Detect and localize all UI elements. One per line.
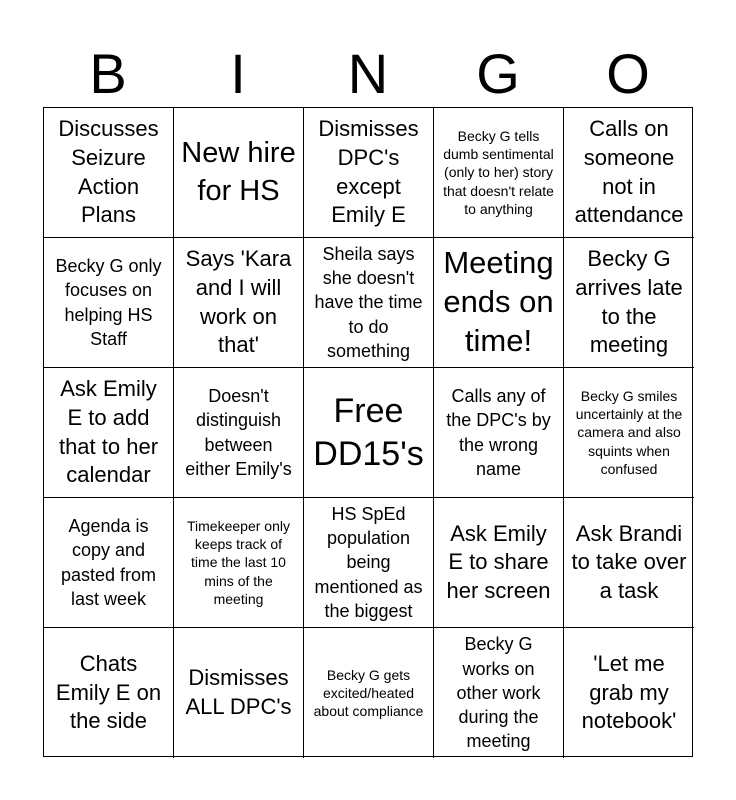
cell-text: Discusses Seizure Action Plans	[58, 116, 159, 228]
cell-text: Becky G gets excited/heated about compliance	[313, 666, 424, 720]
bingo-cell[interactable]	[174, 368, 304, 498]
bingo-cell[interactable]	[304, 628, 434, 758]
bingo-cell[interactable]	[564, 238, 694, 368]
bingo-cell[interactable]	[304, 498, 434, 628]
bingo-cell[interactable]	[434, 368, 564, 498]
cell-text: HS SpEd population being mentioned as the biggest	[314, 503, 423, 621]
cell-text: Ask Brandi to take over a task	[571, 520, 687, 603]
cell-text: Chats Emily E on the side	[55, 651, 162, 734]
bingo-cell[interactable]	[564, 108, 694, 238]
cell-text: Timekeeper only keeps track of time the last 10 mins of the meeting	[187, 518, 290, 607]
bingo-cell[interactable]	[434, 628, 564, 758]
cell-text: Sheila says she doesn't have the time to do something	[314, 243, 423, 361]
cell-text: Agenda is copy and pasted from last week	[60, 515, 157, 609]
cell-text: Meeting ends on time!	[443, 245, 554, 358]
cell-text: Calls any of the DPC's by the wrong name	[446, 385, 551, 479]
bingo-cell[interactable]	[174, 498, 304, 628]
cell-text: Dismisses DPC's except Emily E	[318, 116, 419, 228]
cell-text: Becky G tells dumb sentimental (only to her) story that doesn't relate to anything	[443, 128, 554, 217]
bingo-cell[interactable]	[304, 238, 434, 368]
bingo-cell[interactable]	[564, 628, 694, 758]
cell-text: Says 'Kara and I will work on that'	[185, 246, 292, 358]
cell-text: Ask Emily E to add that to her calendar	[58, 376, 159, 488]
bingo-cell[interactable]	[44, 108, 174, 238]
bingo-cell[interactable]	[44, 238, 174, 368]
bingo-cell[interactable]	[434, 498, 564, 628]
cell-text: Becky G works on other work during the meeting	[456, 634, 541, 752]
cell-text: New hire for HS	[181, 136, 296, 207]
cell-text: Becky G smiles uncertainly at the camera and also squints when confused	[575, 388, 683, 477]
title-letter-o: O	[606, 42, 650, 105]
bingo-cell[interactable]	[44, 628, 174, 758]
bingo-board	[43, 107, 693, 757]
bingo-cell[interactable]	[44, 498, 174, 628]
title-letter-g: G	[476, 42, 520, 105]
free-space-text: Free DD15's	[313, 392, 424, 473]
bingo-cell[interactable]	[174, 628, 304, 758]
bingo-cell[interactable]	[434, 238, 564, 368]
title-letter-b: B	[89, 42, 127, 105]
bingo-title	[43, 40, 693, 108]
bingo-cell[interactable]	[174, 108, 304, 238]
cell-text: Becky G only focuses on helping HS Staff	[55, 255, 162, 349]
bingo-cell[interactable]	[564, 368, 694, 498]
cell-text: 'Let me grab my notebook'	[581, 651, 677, 734]
cell-text: Ask Emily E to share her screen	[446, 520, 551, 603]
bingo-cell[interactable]	[434, 108, 564, 238]
bingo-cell[interactable]	[44, 368, 174, 498]
cell-text: Becky G arrives late to the meeting	[575, 246, 683, 358]
cell-text: Dismisses ALL DPC's	[185, 665, 292, 719]
title-letter-n: N	[347, 42, 389, 105]
bingo-cell[interactable]	[304, 108, 434, 238]
free-space-cell[interactable]	[304, 368, 434, 498]
title-letter-i: I	[230, 42, 246, 105]
cell-text: Doesn't distinguish between either Emily's	[185, 385, 292, 479]
bingo-cell[interactable]	[564, 498, 694, 628]
cell-text: Calls on someone not in attendance	[574, 116, 684, 228]
bingo-cell[interactable]	[174, 238, 304, 368]
